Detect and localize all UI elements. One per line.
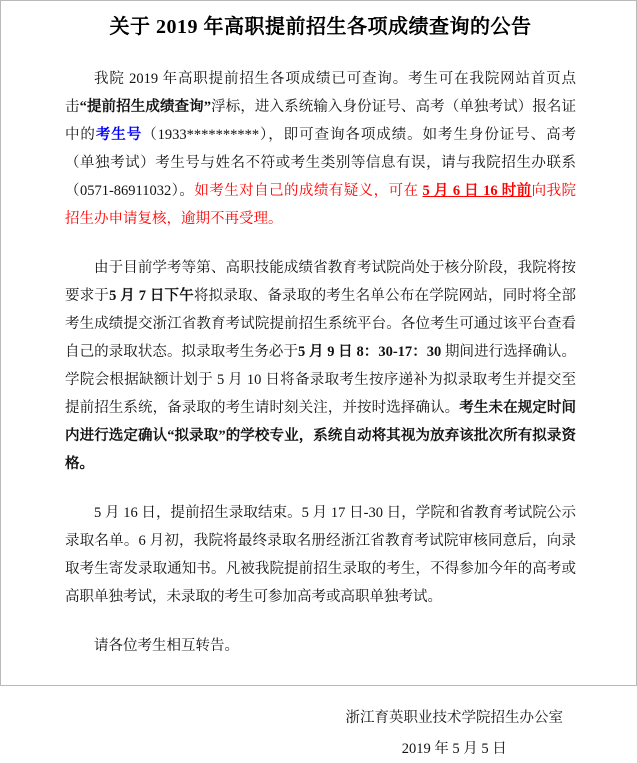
text-segment: 将拟录取、备录取的考生名单公布在学院网站，同时将全部考生成绩提交浙江省教育考试院提前招生系统平台。各位考生可通过该平台查看自己的录取状态。拟录取考生务必于 — [65, 288, 577, 360]
text-segment: 考生号 — [95, 127, 143, 143]
paragraph-1 — [65, 65, 576, 233]
text-segment: （1933**********），即可查询各项成绩。如考生身份证号、高考（单独考试）考生号与姓名不符或考生类别等信息有误，请与我院招生办联系（0571-86911032）。 — [65, 127, 577, 199]
document-body — [65, 65, 576, 660]
page-title: 关于 2019 年高职提前招生各项成绩查询的公告 — [109, 16, 532, 38]
text-segment: 我院 2019 年高职提前招生各项成绩已可查询。考生可在我院网站首页点击 — [65, 71, 576, 115]
text-segment: 5 月 6 日 16 时前 — [422, 183, 532, 199]
paragraph-4 — [65, 632, 576, 660]
signature-org: 浙江育英职业技术学院招生办公室 — [345, 710, 563, 726]
text-segment: 5 月 9 日 8：30-17：30 — [298, 344, 442, 360]
text-segment: 5 月 7 日下午 — [109, 288, 194, 304]
text-segment: 浮标，进入系统输入身份证号、高考（单独考试）报名证中的 — [65, 99, 577, 143]
text-segment: 请各位考生相互转告。 — [94, 638, 239, 654]
text-segment: 期间进行选择确认。学院会根据缺额计划于 5 月 10 日将备录取考生按序递补为拟录取考生并提交至提前招生系统，备录取的考生请时刻关注，并按时选择确认。 — [65, 344, 576, 416]
text-segment: 考生未在规定时间内进行选定确认“拟录取”的学校专业，系统自动将其视为放弃该批次所有拟录资格。 — [65, 400, 577, 472]
paragraph-3 — [65, 499, 576, 611]
signature-block — [346, 704, 564, 763]
text-segment: 由于目前学考等第、高职技能成绩省教育考试院尚处于核分阶段，我院将按要求于 — [65, 260, 576, 304]
signature-date: 2019 年 5 月 5 日 — [401, 741, 507, 757]
text-segment: 如考生对自己的成绩有疑义，可在 — [194, 183, 423, 199]
text-segment: “提前招生成绩查询” — [79, 99, 212, 115]
text-segment: 5 月 16 日，提前招生录取结束。5 月 17 日-30 日，学院和省教育考试院公示录取名单。6 月初，我院将最终录取名册经浙江省教育考试院审核同意后，向录取考生寄发录取通知书。凡被我院提前招生录取的考生，不得参加今年的高考或高职单独考试，未录取的考生可参加高考或高职单独考试。 — [65, 505, 576, 605]
paragraph-2 — [65, 254, 576, 478]
text-segment: 向我院招生办申请复核，逾期不再受理。 — [65, 183, 577, 227]
